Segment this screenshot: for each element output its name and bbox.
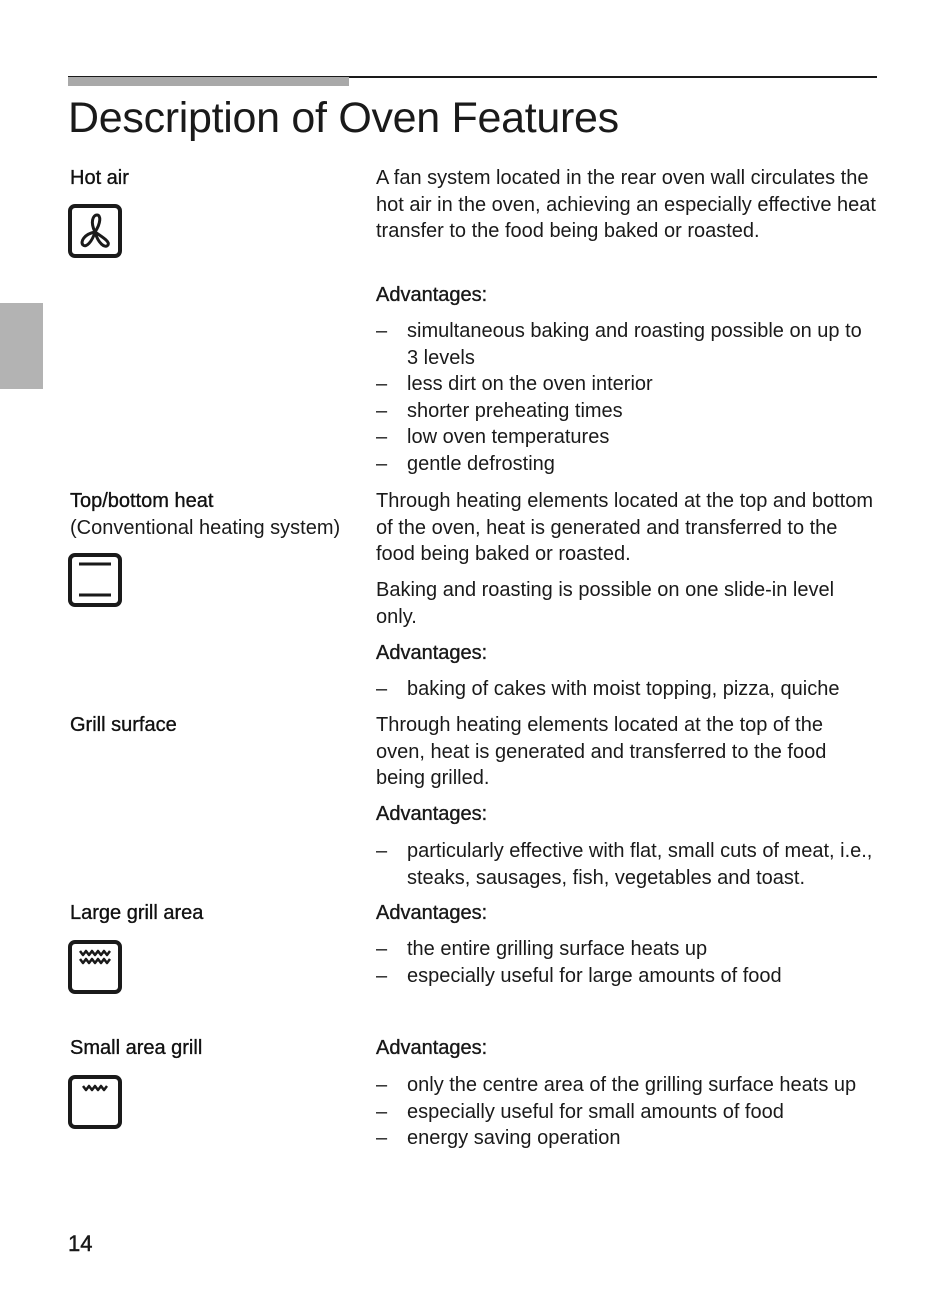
top-bottom-heat-advantages-heading: Advantages: [376, 642, 488, 664]
small-grill-label: Small area grill [70, 1037, 203, 1059]
list-item: – especially useful for small amounts of food [376, 1099, 876, 1126]
fan-icon [68, 204, 122, 258]
top-bottom-heat-label: Top/bottom heat (Conventional heating system) [70, 488, 340, 541]
section-side-tab [0, 303, 43, 389]
top-bottom-heat-icon [68, 553, 122, 607]
large-grill-label: Large grill area [70, 902, 204, 924]
list-item: – shorter preheating times [376, 398, 876, 425]
top-bottom-heat-description-2: Baking and roasting is possible on one slide-in level only. [376, 579, 835, 628]
hot-air-description: A fan system located in the rear oven wall circulates the hot air in the oven, achieving an especially effective heat transfer to the food being baked or roasted. [376, 167, 876, 243]
list-item: – the entire grilling surface heats up [376, 936, 876, 963]
grill-surface-advantages-list [376, 838, 876, 891]
list-item: – particularly effective with flat, small cuts of meat, i.e., steaks, sausages, fish, vegetables and toast. [376, 838, 876, 891]
small-grill-icon [68, 1075, 122, 1129]
hot-air-label: Hot air [70, 167, 129, 189]
small-grill-advantages-heading: Advantages: [376, 1037, 488, 1059]
large-grill-icon [68, 940, 122, 994]
header-accent-bar [68, 77, 349, 86]
large-grill-advantages-heading: Advantages: [376, 902, 488, 924]
top-bottom-heat-advantages-list [376, 676, 876, 703]
list-item: – baking of cakes with moist topping, pizza, quiche [376, 676, 876, 703]
list-item: – gentle defrosting [376, 451, 876, 478]
grill-surface-advantages-heading: Advantages: [376, 803, 488, 825]
top-bottom-heat-description: Through heating elements located at the top and bottom of the oven, heat is generated and transferred to the food being baked or roasted. [376, 490, 874, 566]
list-item: – less dirt on the oven interior [376, 371, 876, 398]
page-number: 14 [68, 1231, 93, 1256]
large-grill-advantages-list [376, 936, 876, 989]
small-grill-advantages-list [376, 1072, 876, 1152]
hot-air-advantages-heading: Advantages: [376, 284, 488, 306]
page-title: Description of Oven Features [68, 94, 619, 142]
top-bottom-heat-sublabel: (Conventional heating system) [70, 516, 341, 539]
hot-air-advantages-list [376, 318, 876, 478]
grill-surface-label: Grill surface [70, 714, 177, 736]
grill-surface-description: Through heating elements located at the top of the oven, heat is generated and transferred to the food being grilled. [376, 714, 827, 790]
list-item: – simultaneous baking and roasting possible on up to 3 levels [376, 318, 876, 371]
list-item: – only the centre area of the grilling surface heats up [376, 1072, 876, 1099]
list-item: – low oven temperatures [376, 424, 876, 451]
list-item: – energy saving operation [376, 1125, 876, 1152]
list-item: – especially useful for large amounts of food [376, 963, 876, 990]
